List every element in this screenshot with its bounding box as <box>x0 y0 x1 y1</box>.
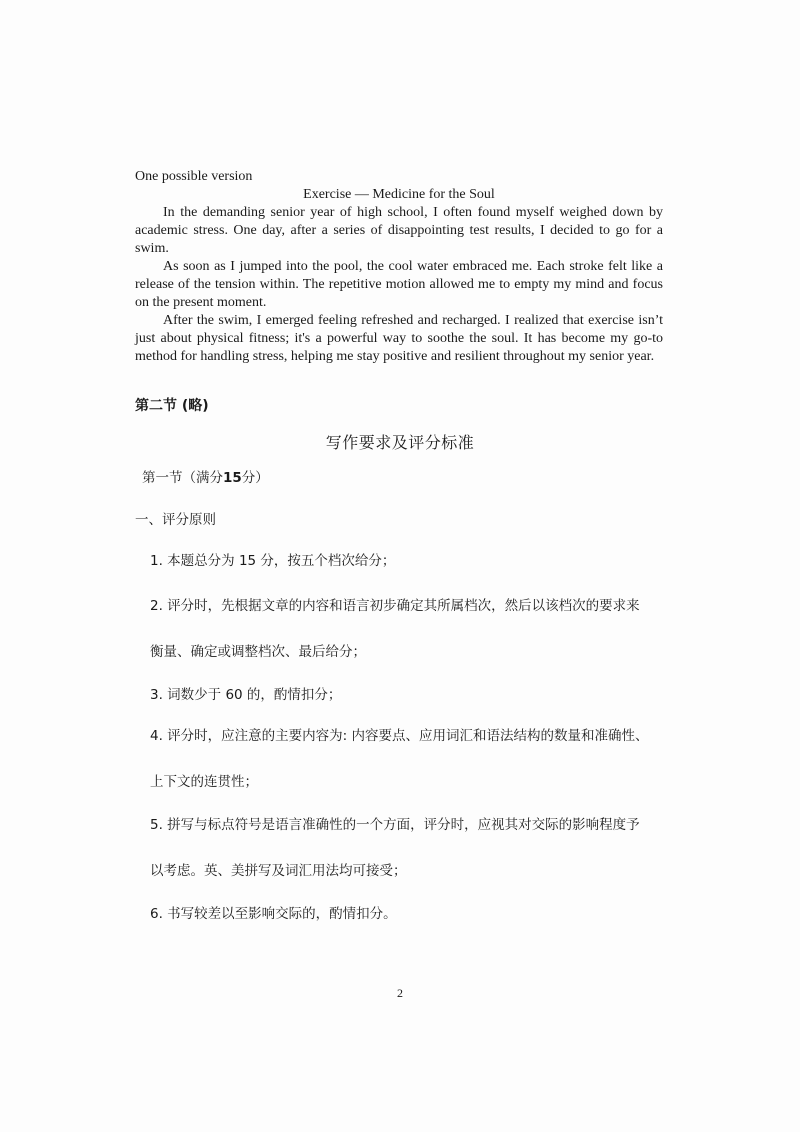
rubric-title: 写作要求及评分标准 <box>325 433 475 452</box>
essay-paragraph: After the swim, I emerged feeling refreshed and recharged. I realized that exercise isn’t just about physical fitness; it's a powerful way to soothe the soul. It has become my go-to method for handling stress, helping me stay positive and resilient throughout my senior year. <box>135 313 663 364</box>
rubric-line: 3. 词数少于 60 的，酌情扣分； <box>150 687 342 703</box>
section-two-heading: 第二节 (略) <box>135 398 209 414</box>
rubric-line: 以考虑。英、美拼写及词汇用法均可接受； <box>150 863 407 879</box>
rubric-line: 2. 评分时，先根据文章的内容和语言初步确定其所属档次，然后以该档次的要求来 <box>150 598 640 614</box>
scoring-principles-heading: 一、评分原则 <box>135 512 216 528</box>
essay-version-label: One possible version <box>135 169 253 184</box>
rubric-subtitle-suffix: 分） <box>241 470 269 486</box>
rubric-line: 上下文的连贯性； <box>150 774 258 790</box>
rubric-line: 6. 书写较差以至影响交际的，酌情扣分。 <box>150 906 397 922</box>
rubric-line: 衡量、确定或调整档次、最后给分； <box>150 644 366 660</box>
rubric-line: 4. 评分时，应注意的主要内容为: 内容要点、应用词汇和语法结构的数量和准确性、 <box>150 728 649 744</box>
essay-paragraph: In the demanding senior year of high school, I often found myself weighed down by academic stress. One day, after a series of disappointing test results, I decided to go for a swim. <box>135 205 663 256</box>
rubric-line: 5. 拼写与标点符号是语言准确性的一个方面，评分时，应视其对交际的影响程度予 <box>150 817 640 833</box>
rubric-line: 1. 本题总分为 15 分，按五个档次给分； <box>150 553 396 569</box>
page-number: 2 <box>397 986 403 1000</box>
essay-body <box>135 204 663 366</box>
rubric-subtitle-prefix: 第一节（满分 <box>142 470 223 486</box>
rubric-subtitle <box>142 468 269 488</box>
essay-paragraph: As soon as I jumped into the pool, the cool water embraced me. Each stroke felt like a release of the tension within. The repetitive motion allowed me to empty my mind and focus on the present moment. <box>135 259 663 310</box>
essay-title: Exercise — Medicine for the Soul <box>303 187 495 202</box>
rubric-subtitle-score: 15 <box>223 470 242 486</box>
